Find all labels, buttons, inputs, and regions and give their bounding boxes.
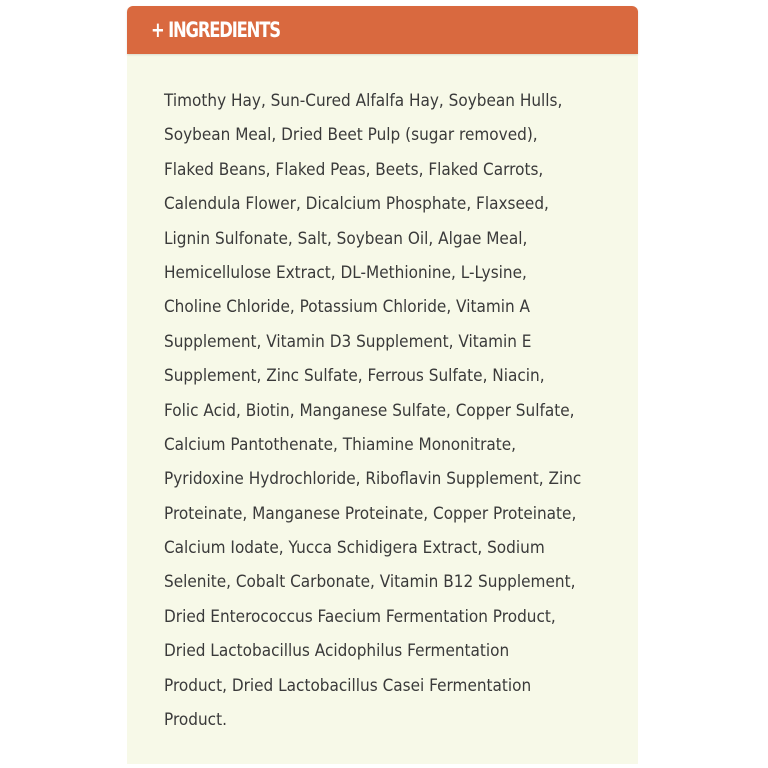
- ingredients-line: Dried Enterococcus Faecium Fermentation Product,: [164, 606, 556, 627]
- ingredients-line: Selenite, Cobalt Carbonate, Vitamin B12 Supplement,: [164, 572, 576, 593]
- ingredients-heading: [151, 15, 280, 45]
- ingredients-panel: [127, 6, 638, 764]
- ingredients-line: Timothy Hay, Sun-Cured Alfalfa Hay, Soybean Hulls,: [164, 91, 563, 111]
- ingredients-line: Calendula Flower, Dicalcium Phosphate, Flaxseed,: [164, 194, 549, 215]
- ingredients-line: Calcium Pantothenate, Thiamine Mononitrate,: [164, 434, 517, 455]
- ingredients-list-text: [164, 84, 596, 737]
- ingredients-line: Folic Acid, Biotin, Manganese Sulfate, Copper Sulfate,: [164, 400, 575, 421]
- ingredients-line: Supplement, Zinc Sulfate, Ferrous Sulfate, Niacin,: [164, 366, 545, 387]
- ingredients-line: Dried Lactobacillus Acidophilus Fermentation: [164, 641, 510, 662]
- ingredients-line: Flaked Beans, Flaked Peas, Beets, Flaked Carrots,: [164, 159, 544, 180]
- ingredients-toggle-header[interactable]: [127, 6, 638, 54]
- ingredients-line: Proteinate, Manganese Proteinate, Copper Proteinate,: [164, 503, 577, 524]
- ingredients-line: Product, Dried Lactobacillus Casei Fermentation: [164, 675, 532, 696]
- section-title: INGREDIENTS: [168, 18, 280, 42]
- ingredients-line: Choline Chloride, Potassium Chloride, Vitamin A: [164, 297, 531, 318]
- ingredients-line: Lignin Sulfonate, Salt, Soybean Oil, Algae Meal,: [164, 228, 528, 249]
- ingredients-line: Pyridoxine Hydrochloride, Riboflavin Supplement, Zinc: [164, 469, 582, 490]
- ingredients-line: Product.: [164, 710, 227, 731]
- ingredients-line: Calcium Iodate, Yucca Schidigera Extract, Sodium: [164, 538, 545, 559]
- expand-plus-icon: +: [151, 18, 164, 42]
- ingredients-line: Soybean Meal, Dried Beet Pulp (sugar removed),: [164, 125, 538, 146]
- ingredients-line: Supplement, Vitamin D3 Supplement, Vitamin E: [164, 331, 532, 352]
- ingredients-line: Hemicellulose Extract, DL-Methionine, L-Lysine,: [164, 262, 527, 283]
